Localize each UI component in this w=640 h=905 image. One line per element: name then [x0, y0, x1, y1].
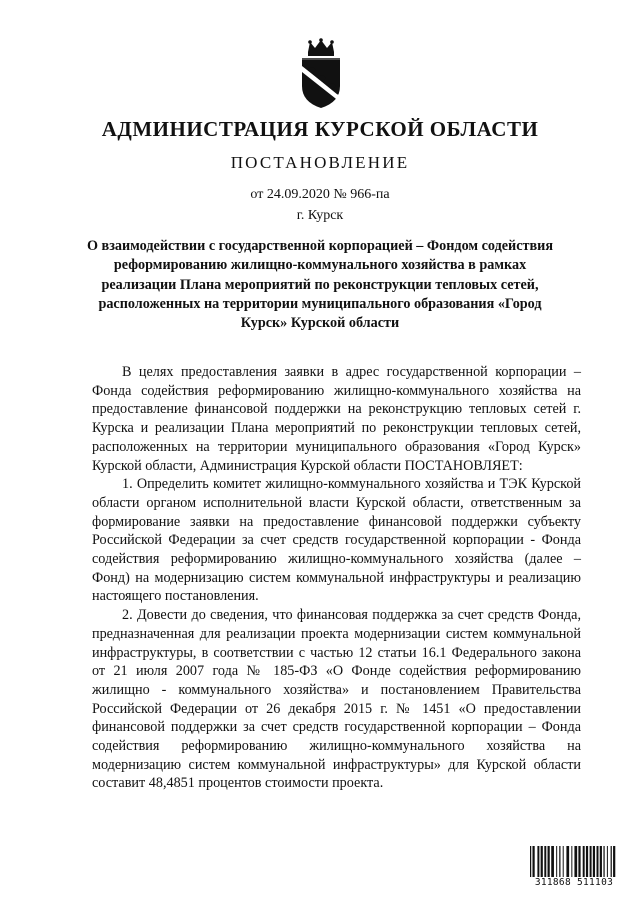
clause-2-paragraph: 2. Довести до сведения, что финансовая поддержка за счет средств Фонда, предназначенная для реализации проекта модернизации систем коммунальной инфраструктуры, в соответствии с частью 12 статьи 16.1 Федерального закона от 21 июля 2007 года № 185-ФЗ «О Фонде содействия реформированию жилищно - коммунального хозяйства» и постановлением Правительства Российской Федерации от 26 декабря 2015 г. № 1451 «О предоставлении финансовой поддержки за счет средств государственной корпорации – Фонда содействия реформированию жилищно-коммунального хозяйства на модернизацию систем коммунальной инфраструктуры» для Курской области составит 48,4851 процентов стоимости проекта.	[92, 607, 581, 792]
clause-1-paragraph: 1. Определить комитет жилищно-коммунального хозяйства и ТЭК Курской области органом исполнительной власти Курской области, ответственным за формирование заявки на предоставление финансовой поддержки субъекту Российской Федерации за счет средств государственной корпорации - Фонда содействия реформированию жилищно-коммунального хозяйства (далее – Фонд) на модернизацию систем коммунальной инфраструктуры и реализацию настоящего постановления.	[92, 476, 581, 605]
document-body	[92, 363, 581, 793]
document-barcode	[528, 846, 620, 890]
barcode-icon	[530, 846, 618, 877]
document-city: г. Курск	[296, 208, 344, 223]
coat-of-arms-icon	[296, 38, 346, 110]
barcode-number: 311868 511103	[534, 877, 614, 888]
preamble-paragraph: В целях предоставления заявки в адрес государственной корпорации – Фонда содействия реформированию жилищно-коммунального хозяйства на предоставление финансовой поддержки на реконструкцию тепловых сетей г. Курска и реализации Плана мероприятий по реконструкции тепловых сетей, расположенных на территории муниципального образования «Город Курск» Курской области, Администрация Курской области ПОСТАНОВЛЯЕТ:	[92, 364, 581, 474]
organization-title: АДМИНИСТРАЦИЯ КУРСКОЙ ОБЛАСТИ	[101, 117, 539, 141]
document-subject: О взаимодействии с государственной корпорацией – Фондом содействия реформированию жилищно-коммунального хозяйства в рамках реализации Плана мероприятий по реконструкции тепловых сетей, расположенных на территории муниципального образования «Город Курск» Курской области	[86, 238, 554, 332]
document-date-number: от 24.09.2020 № 966-па	[250, 187, 390, 202]
document-type: ПОСТАНОВЛЕНИЕ	[230, 153, 410, 172]
